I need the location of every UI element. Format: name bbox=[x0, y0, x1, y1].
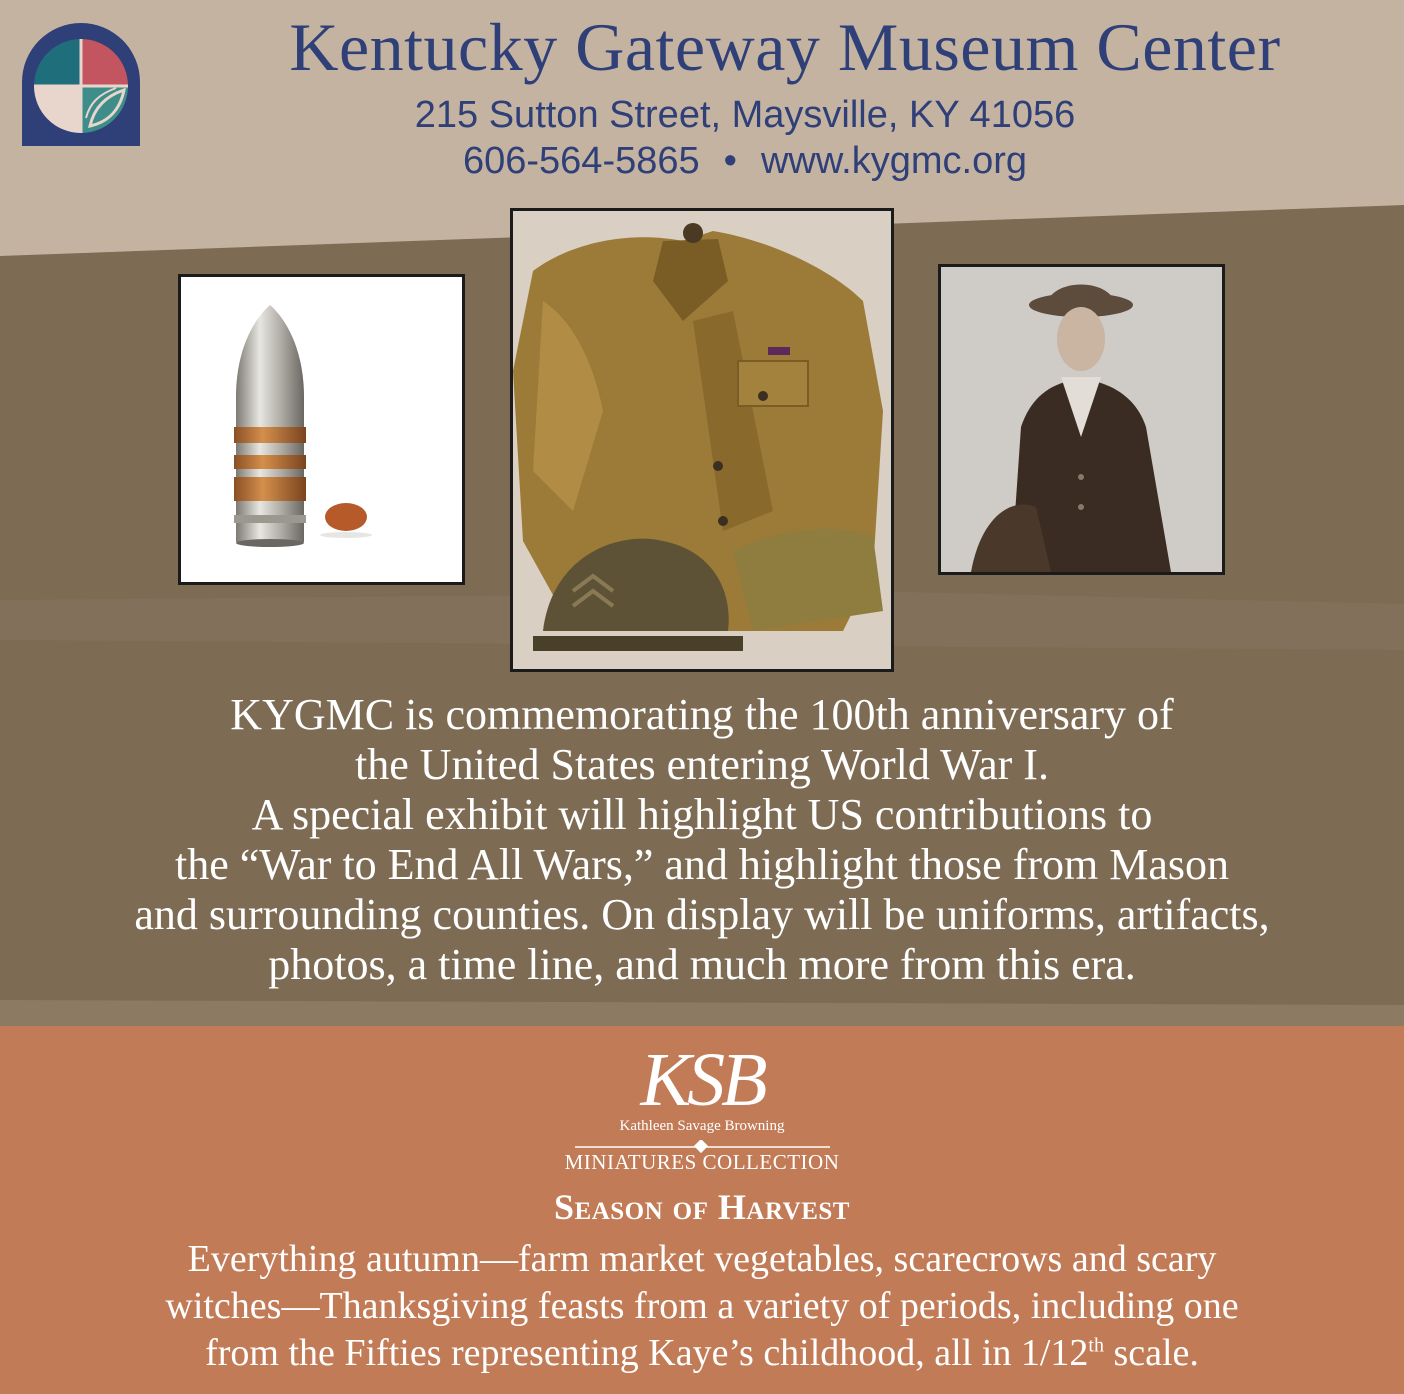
season-line bbox=[40, 1330, 1364, 1377]
season-line: witches—Thanksgiving feasts from a variety of periods, including one bbox=[165, 1285, 1239, 1327]
exhibit-line: the “War to End All Wars,” and highlight those from Mason bbox=[174, 840, 1230, 889]
season-description bbox=[40, 1236, 1364, 1377]
season-line-end: scale. bbox=[1103, 1332, 1199, 1374]
exhibit-line: photos, a time line, and much more from this era. bbox=[268, 940, 1136, 989]
museum-title: Kentucky Gateway Museum Center bbox=[289, 9, 1281, 85]
season-heading: Season of Harvest bbox=[554, 1187, 850, 1227]
exhibit-line: KYGMC is commemorating the 100th anniversary of bbox=[230, 690, 1174, 739]
exhibit-description bbox=[60, 690, 1344, 990]
contact-line bbox=[240, 140, 1250, 183]
ksb-monogram: KSB bbox=[640, 1038, 764, 1122]
phone-number: 606-564-5865 bbox=[462, 140, 700, 182]
website-link[interactable]: www.kygmc.org bbox=[760, 140, 1028, 182]
exhibit-line: the United States entering World War I. bbox=[355, 740, 1049, 789]
shell-photo bbox=[178, 274, 465, 585]
season-line: Everything autumn—farm market vegetables, scarecrows and scary bbox=[187, 1238, 1217, 1280]
exhibit-line: A special exhibit will highlight US contributions to bbox=[251, 790, 1153, 839]
ksb-full-name: Kathleen Savage Browning bbox=[619, 1118, 785, 1134]
ksb-collection-label: MINIATURES COLLECTION bbox=[564, 1150, 840, 1174]
exhibit-line: and surrounding counties. On display will be uniforms, artifacts, bbox=[134, 890, 1270, 939]
season-line-text: from the Fifties representing Kaye’s childhood, all in 1/12 bbox=[205, 1332, 1089, 1374]
museum-address: 215 Sutton Street, Maysville, KY 41056 bbox=[414, 94, 1076, 136]
museum-logo bbox=[20, 22, 142, 146]
uniform-photo bbox=[510, 208, 894, 672]
bullet-separator: • bbox=[723, 140, 737, 182]
ordinal-superscript: th bbox=[1088, 1334, 1104, 1357]
portrait-photo bbox=[938, 264, 1225, 575]
